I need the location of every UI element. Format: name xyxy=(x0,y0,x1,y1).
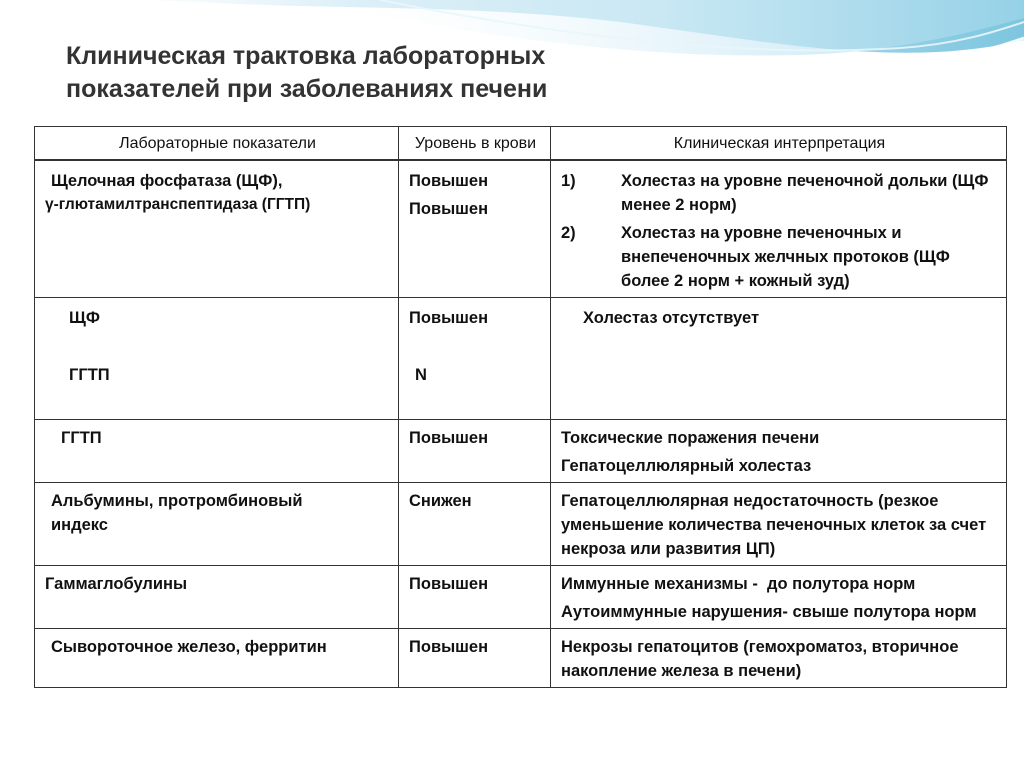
interpretation-cell xyxy=(551,566,1007,629)
header-indicators: Лабораторные показатели xyxy=(35,127,399,161)
interpretation-text: Аутоиммунные нарушения- свыше полутора норм xyxy=(561,603,977,621)
table-row xyxy=(35,420,1007,483)
indicator-cell xyxy=(35,420,399,483)
item-text: Холестаз на уровне печеночной дольки (ЩФ менее 2 норм) xyxy=(621,172,989,214)
table-header-row xyxy=(35,127,1007,161)
interpretation-cell xyxy=(551,483,1007,566)
level-text: Повышен xyxy=(409,575,489,593)
level-cell xyxy=(399,298,551,420)
indicator-cell xyxy=(35,629,399,688)
level-text: Повышен xyxy=(409,309,489,327)
indicator-cell xyxy=(35,566,399,629)
level-cell xyxy=(399,566,551,629)
indicator-text: Щелочная фосфатаза (ЩФ), xyxy=(51,172,283,190)
interpretation-cell xyxy=(551,629,1007,688)
page-title xyxy=(66,40,886,106)
indicator-text: Сывороточное железо, ферритин xyxy=(51,638,327,656)
lab-indicators-table xyxy=(34,126,1007,688)
title-line-2: показателей при заболеваниях печени xyxy=(66,75,548,103)
indicator-text: Альбумины, протромбиновый индекс xyxy=(51,492,303,534)
interpretation-text: Гепатоцеллюлярная недостаточность (резкое уменьшение количества печеночных клеток за счет некроза или развития ЦП) xyxy=(561,492,987,558)
indicator-cell xyxy=(35,483,399,566)
level-text: Повышен xyxy=(409,638,489,656)
level-cell xyxy=(399,629,551,688)
level-cell xyxy=(399,420,551,483)
numbered-item xyxy=(561,169,998,217)
header-interpretation: Клиническая интерпретация xyxy=(551,127,1007,161)
level-text: N xyxy=(415,366,427,384)
item-text: Холестаз на уровне печеночных и внепеченочных желчных протоков (ЩФ более 2 норм + кожный зуд) xyxy=(621,224,950,290)
level-text: Повышен xyxy=(409,429,489,447)
level-text: Повышен xyxy=(409,172,489,190)
title-line-1: Клиническая трактовка лабораторных xyxy=(66,42,546,70)
interpretation-cell xyxy=(551,298,1007,420)
level-text: Снижен xyxy=(409,492,472,510)
level-text: Повышен xyxy=(409,200,489,218)
indicator-text: ГГТП xyxy=(69,366,110,384)
interpretation-cell xyxy=(551,420,1007,483)
table-row xyxy=(35,483,1007,566)
interpretation-cell xyxy=(551,160,1007,298)
level-cell xyxy=(399,160,551,298)
item-number: 1) xyxy=(561,172,576,190)
level-cell xyxy=(399,483,551,566)
indicator-text: Гаммаглобулины xyxy=(45,575,188,593)
numbered-item xyxy=(561,221,998,293)
table-row xyxy=(35,298,1007,420)
table-row xyxy=(35,160,1007,298)
interpretation-text: Токсические поражения печени xyxy=(561,429,820,447)
header-blood-level: Уровень в крови xyxy=(399,127,551,161)
interpretation-text: Иммунные механизмы - до полутора норм xyxy=(561,575,916,593)
indicator-cell xyxy=(35,160,399,298)
interpretation-text: Некрозы гепатоцитов (гемохроматоз, вторичное накопление железа в печени) xyxy=(561,638,959,680)
interpretation-text: Холестаз отсутствует xyxy=(583,309,760,327)
table-row xyxy=(35,566,1007,629)
indicator-cell xyxy=(35,298,399,420)
item-number: 2) xyxy=(561,224,576,242)
interpretation-text: Гепатоцеллюлярный холестаз xyxy=(561,457,812,475)
indicator-text: ЩФ xyxy=(69,309,100,327)
indicator-text: ГГТП xyxy=(61,429,102,447)
table-row xyxy=(35,629,1007,688)
indicator-text: γ-глютамилтранспептидаза (ГГТП) xyxy=(45,196,311,213)
